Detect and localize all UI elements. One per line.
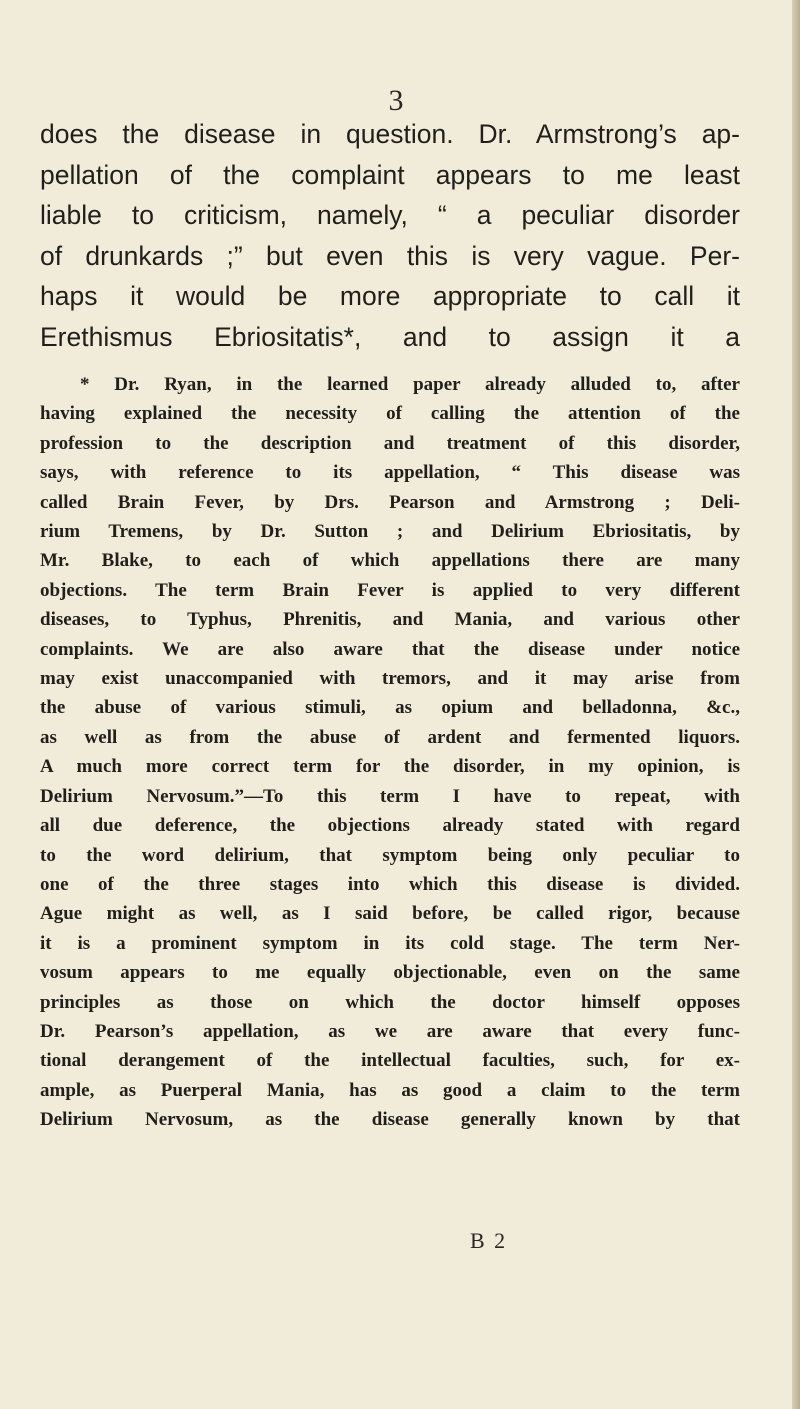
- footnote-line: called Brain Fever, by Drs. Pearson and Armstrong ; Deli-: [40, 491, 740, 513]
- footnote-line: it is a prominent symptom in its cold stage. The term Ner-: [40, 932, 740, 954]
- footnote-line: tional derangement of the intellectual faculties, such, for ex-: [40, 1050, 740, 1072]
- footnote-line: objections. The term Brain Fever is applied to very different: [40, 579, 740, 601]
- main-line: does the disease in question. Dr. Armstrong’s ap-: [40, 119, 740, 149]
- footnote-line: the abuse of various stimuli, as opium and belladonna, &c.,: [40, 697, 740, 719]
- footnote-line: Delirium Nervosum.”—To this term I have to repeat, with: [40, 785, 740, 807]
- main-text: [40, 114, 740, 357]
- page-edge: [792, 0, 800, 1409]
- footnote-line: having explained the necessity of calling the attention of the: [40, 403, 740, 425]
- footnote-line: ample, as Puerperal Mania, has as good a claim to the term: [40, 1079, 740, 1101]
- page-number: 3: [388, 84, 404, 117]
- footnote: [40, 370, 740, 1135]
- footnote-line: * Dr. Ryan, in the learned paper already alluded to, after: [80, 374, 740, 395]
- main-line: Erethismus Ebriositatis*, and to assign it a: [40, 321, 740, 352]
- footnote-line: Dr. Pearson’s appellation, as we are aware that every func-: [40, 1020, 740, 1042]
- footnote-line: all due deference, the objections already stated with regard: [40, 815, 740, 837]
- footnote-line: rium Tremens, by Dr. Sutton ; and Delirium Ebriositatis, by: [40, 521, 740, 543]
- footnote-line: Delirium Nervosum, as the disease generally known by that: [40, 1109, 740, 1131]
- footnote-line: complaints. We are also aware that the disease under notice: [40, 638, 740, 660]
- footnote-line: profession to the description and treatment of this disorder,: [40, 432, 740, 454]
- main-line: of drunkards ;” but even this is very vague. Per-: [40, 240, 740, 271]
- footnote-line: may exist unaccompanied with tremors, and it may arise from: [40, 668, 740, 690]
- footnote-line: vosum appears to me equally objectionable, even on the same: [40, 962, 740, 984]
- footnote-line: says, with reference to its appellation, “ This disease was: [40, 462, 740, 484]
- main-line: pellation of the complaint appears to me least: [40, 159, 740, 190]
- main-line: haps it would be more appropriate to call it: [40, 281, 740, 311]
- footnote-line: Mr. Blake, to each of which appellations there are many: [40, 550, 740, 572]
- footnote-line: A much more correct term for the disorder, in my opinion, is: [40, 756, 740, 778]
- footnote-line: as well as from the abuse of ardent and fermented liquors.: [40, 726, 740, 748]
- footnote-line: diseases, to Typhus, Phrenitis, and Mania, and various other: [40, 609, 740, 631]
- footnote-line: to the word delirium, that symptom being only peculiar to: [40, 844, 740, 866]
- main-line: liable to criticism, namely, “ a peculiar disorder: [40, 200, 740, 230]
- footnote-line: one of the three stages into which this disease is divided.: [40, 873, 740, 895]
- signature-mark: B 2: [470, 1228, 508, 1253]
- footnote-line: Ague might as well, as I said before, be called rigor, because: [40, 903, 740, 925]
- footnote-line: principles as those on which the doctor himself opposes: [40, 991, 740, 1013]
